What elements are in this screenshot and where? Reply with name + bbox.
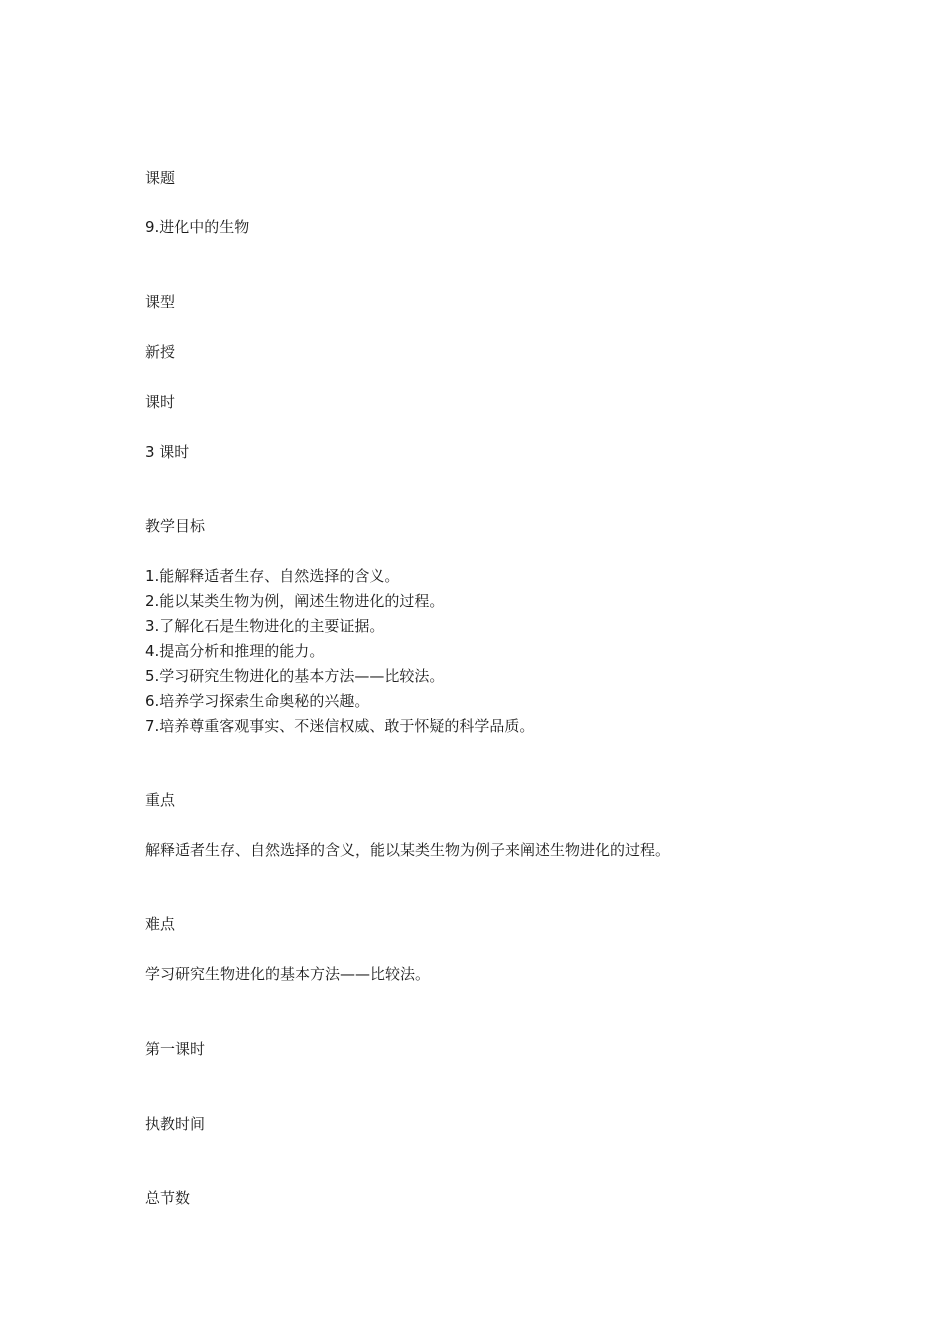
goal-item: 7.培养尊重客观事实、不迷信权威、敢于怀疑的科学品质。 xyxy=(145,717,535,735)
goal-item: 4.提高分析和推理的能力。 xyxy=(145,642,325,660)
key-value: 解释适者生存、自然选择的含义，能以某类生物为例子来阐述生物进化的过程。 xyxy=(145,841,671,859)
type-value: 新授 xyxy=(145,343,176,361)
first-period-label: 第一课时 xyxy=(145,1040,206,1058)
hours-value: 3 课时 xyxy=(145,443,190,461)
difficulty-value: 学习研究生物进化的基本方法——比较法。 xyxy=(145,965,431,983)
goals-list xyxy=(145,566,534,741)
total-sections-label: 总节数 xyxy=(145,1189,191,1207)
goal-item: 1.能解释适者生存、自然选择的含义。 xyxy=(145,567,400,585)
goals-label: 教学目标 xyxy=(145,517,206,535)
difficulty-label: 难点 xyxy=(145,915,176,933)
hours-label: 课时 xyxy=(145,393,176,411)
teaching-time-label: 执教时间 xyxy=(145,1115,206,1133)
topic-value: 9.进化中的生物 xyxy=(145,218,250,236)
topic-label: 课题 xyxy=(145,169,176,187)
goal-item: 2.能以某类生物为例，阐述生物进化的过程。 xyxy=(145,592,445,610)
type-label: 课型 xyxy=(145,293,176,311)
goal-item: 6.培养学习探索生命奥秘的兴趣。 xyxy=(145,692,370,710)
goal-item: 5.学习研究生物进化的基本方法——比较法。 xyxy=(145,667,445,685)
key-label: 重点 xyxy=(145,791,176,809)
goal-item: 3.了解化石是生物进化的主要证据。 xyxy=(145,617,385,635)
